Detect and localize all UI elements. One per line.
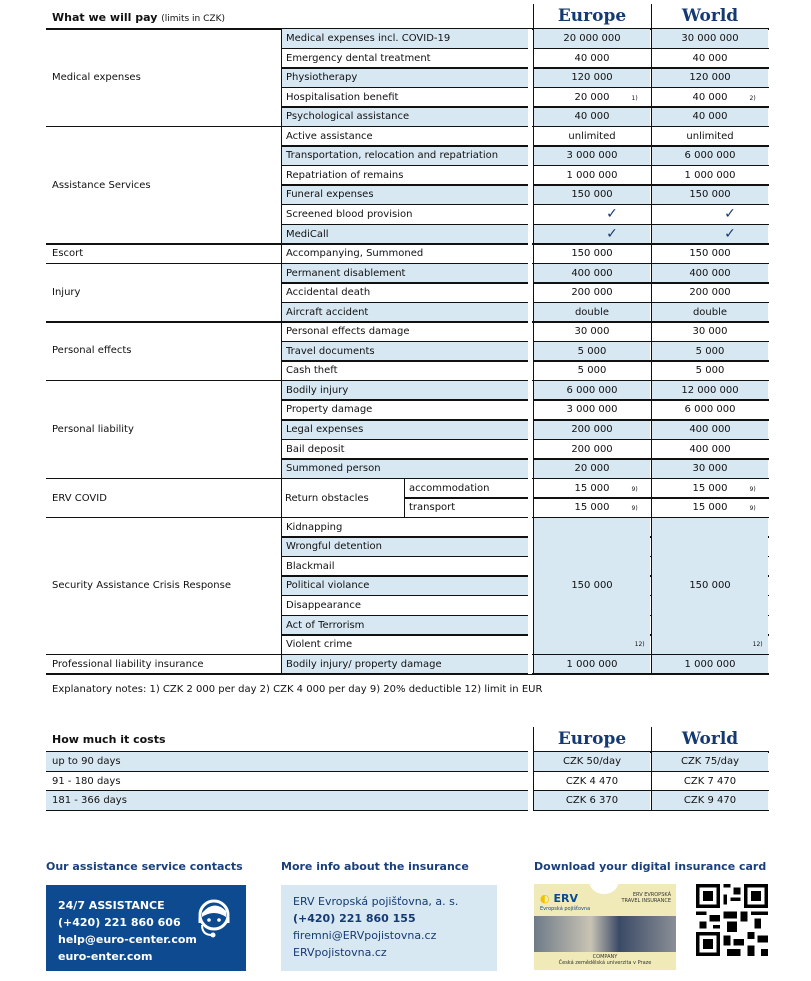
price-world: CZK 7 470 [683,775,737,787]
card-brand-sub: Evropská pojišťovna [540,906,591,912]
item-label: Hospitalisation benefit [286,91,399,103]
qr-code[interactable] [696,884,768,956]
group-label: ERV COVID [52,492,107,504]
card-company: COMPANY Česká zemědělská univerzita v Praze [558,954,652,966]
col-divider [281,29,282,674]
costs-title: How much it costs [52,733,166,746]
period-label: 181 - 366 days [46,791,528,811]
row-divider [46,810,528,811]
value-cell: 3 000 000 [534,146,650,166]
info-email[interactable]: firemni@ERVpojistovna.cz [293,929,437,942]
row-divider [651,106,769,108]
value-cell: 200 000 [571,287,613,299]
col-divider [533,4,534,674]
item-label: Cash theft [286,365,338,377]
item-label: Repatriation of remains [286,169,404,181]
row-divider [533,204,651,206]
check-icon: ✓ [606,205,618,222]
assistance-web[interactable]: euro-enter.com [58,950,153,963]
value-cell: double [534,303,650,323]
price-world: CZK 75/day [652,752,768,772]
value-cell: 120 000 [652,68,768,88]
row-divider [651,224,769,226]
item-label: Funeral expenses [282,185,528,205]
item-label: transport [409,502,456,514]
assistance-email[interactable]: help@euro-center.com [58,933,197,946]
row-divider [533,458,651,460]
col-divider [651,4,652,674]
row-divider [533,497,651,499]
item-label: Bail deposit [286,443,345,455]
item-label: Violent crime [286,639,353,651]
value-cell: 5 000 [534,342,650,362]
row-divider [281,282,528,284]
value-cell: unlimited [568,130,616,142]
card-header: ERV EVROPSKÁ TRAVEL INSURANCE [621,892,671,904]
subgroup-label: Return obstacles [285,492,369,504]
row-divider [651,67,769,69]
period-label: up to 90 days [46,752,528,772]
info-phone[interactable]: (+420) 221 860 155 [293,912,416,925]
row-divider [281,87,528,89]
footnote-ref: 1) [631,94,638,102]
item-label: Property damage [286,404,373,416]
group-label: Personal liability [52,423,134,435]
assistance-title: Our assistance service contacts [46,860,243,873]
value-cell: 30 000 000 [652,29,768,49]
item-label: Legal expenses [282,420,528,440]
value-cell: unlimited [686,130,734,142]
row-divider [533,48,651,50]
value-cell: 1 000 000 [684,169,736,181]
value-cell: 15 000 9) [652,498,768,518]
item-label: Disappearance [286,599,362,611]
value-cell: 400 000 [652,264,768,284]
headset-icon [194,895,234,941]
item-label: Aircraft accident [282,303,528,323]
price-europe: CZK 6 370 [534,791,650,811]
group-label: Professional liability insurance [52,658,204,670]
row-divider [281,165,528,167]
value-cell: 1 000 000 [652,655,768,675]
row-divider [651,419,769,421]
row-divider [281,48,528,50]
row-divider [281,399,528,401]
footnote-ref: 9) [749,505,756,513]
value-cell: 6 000 000 [534,381,650,401]
row-divider [281,536,528,538]
value-cell: 6 000 000 [684,404,736,416]
row-divider [281,67,528,69]
value-cell: 12 000 000 [652,381,768,401]
row-divider [651,458,769,460]
value-cell: 150 000 [689,248,731,260]
row-divider [651,439,769,441]
value-cell: 5 000 [577,365,607,377]
value-cell [534,225,650,245]
col-gap [528,29,532,674]
value-cell: 40 000 2) [652,88,768,108]
footnote-ref: 9) [631,485,638,493]
check-icon: ✓ [606,225,618,242]
value-cell: 400 000 [689,443,731,455]
row-divider [533,282,651,284]
value-cell: 15 000 9) [652,479,768,499]
value-cell: 150 000 [571,248,613,260]
row-divider [651,165,769,167]
value-cell: 15 000 9) [534,479,650,499]
item-label: Screened blood provision [286,208,413,220]
costs-col-europe: Europe [557,729,627,749]
row-divider [533,419,651,421]
value-cell: 3 000 000 [566,404,618,416]
info-web[interactable]: ERVpojistovna.cz [293,946,387,959]
col-europe: Europe [557,6,627,26]
value-cell: 200 000 [689,287,731,299]
assistance-label: 24/7 ASSISTANCE [58,899,165,912]
row-divider [533,145,651,147]
value-cell: 40 000 [692,52,728,64]
item-label: Accompanying, Summoned [286,248,424,260]
row-divider [533,302,651,304]
value-cell: double [652,303,768,323]
group-label: Assistance Services [52,179,151,191]
period-label: 91 - 180 days [52,775,121,787]
item-label: Travel documents [282,342,528,362]
explanatory-notes: Explanatory notes: 1) CZK 2 000 per day 2) CZK 4 000 per day 9) 20% deductible 12) limit in EUR [52,684,543,695]
value-cell: 1 000 000 [534,655,650,675]
row-divider [533,399,651,401]
group-label: Injury [52,286,81,298]
value-cell: 30 000 [574,326,610,338]
row-divider [281,439,528,441]
row-divider [651,48,769,50]
value-cell [652,205,768,225]
value-cell: 40 000 [574,52,610,64]
row-divider [651,302,769,304]
value-cell: 150 000 12) [652,518,768,655]
check-icon: ✓ [724,205,736,222]
value-cell: 150 000 [652,185,768,205]
item-label: Bodily injury [282,381,528,401]
row-divider [533,184,651,186]
item-label: Kidnapping [286,521,343,533]
value-cell: 20 000 [534,459,650,479]
col-world: World [681,6,739,26]
pay-section-title: What we will pay (limits in CZK) [52,11,225,24]
group-label: Escort [52,248,84,260]
row-divider [281,575,528,577]
footnote-ref: 9) [749,485,756,493]
value-cell: 40 000 [534,107,650,127]
value-cell: 400 000 [652,420,768,440]
item-label: Act of Terrorism [282,616,528,636]
value-cell: 150 000 12) [534,518,650,655]
row-divider [281,145,528,147]
row-divider [281,595,528,597]
item-label: Summoned person [282,459,528,479]
col-divider [651,727,652,811]
row-divider [281,184,528,186]
item-label: Blackmail [286,560,335,572]
item-label: Psychological assistance [282,107,528,127]
row-divider [281,615,528,617]
row-divider [533,224,651,226]
row-divider [533,439,651,441]
item-label: accommodation [409,482,490,494]
value-cell: 5 000 [652,342,768,362]
footnote-ref: 12) [634,640,645,648]
row-divider [281,360,528,362]
row-divider [281,458,528,460]
value-cell: 20 000 000 [534,29,650,49]
row-divider [281,419,528,421]
value-cell: 30 000 [692,326,728,338]
assistance-box [46,885,246,971]
item-label: Permanent disablement [282,264,528,284]
costs-col-world: World [681,729,739,749]
value-cell: 6 000 000 [652,146,768,166]
card-title: Download your digital insurance card [534,860,767,873]
row-divider [651,184,769,186]
row-divider [533,341,651,343]
row-divider [281,341,528,343]
item-label: Active assistance [286,130,373,142]
card-photo [534,916,676,952]
item-label: Physiotherapy [282,68,528,88]
row-divider [281,106,528,108]
value-cell: 400 000 [534,264,650,284]
row-divider [281,556,528,558]
row-divider [651,341,769,343]
value-cell: 30 000 [652,459,768,479]
value-cell: 40 000 [652,107,768,127]
item-label: MediCall [282,225,528,245]
value-cell: 5 000 [695,365,725,377]
row-divider [281,204,528,206]
row-divider [651,497,769,499]
item-label: Transportation, relocation and repatriation [282,146,528,166]
item-label: Wrongful detention [282,537,528,557]
footnote-ref: 2) [749,94,756,102]
check-icon: ✓ [724,225,736,242]
value-cell: 15 000 9) [534,498,650,518]
value-cell [652,225,768,245]
row-divider [533,106,651,108]
card-notch [589,880,619,894]
row-divider [281,634,528,636]
price-world: CZK 9 470 [652,791,768,811]
item-label: Personal effects damage [286,326,410,338]
value-cell: 200 000 [571,443,613,455]
row-divider [46,673,769,675]
value-cell: 20 000 1) [534,88,650,108]
price-europe: CZK 50/day [534,752,650,772]
group-label: Personal effects [52,345,132,357]
group-label: Medical expenses [52,72,141,83]
assistance-phone[interactable]: (+420) 221 860 606 [58,916,181,929]
value-cell: 150 000 [534,185,650,205]
row-divider [533,87,651,89]
info-company: ERV Evropská pojišťovna, a. s. [293,895,459,908]
row-divider [651,360,769,362]
footnote-ref: 12) [752,640,763,648]
row-divider [281,224,528,226]
row-divider [651,145,769,147]
value-cell: 120 000 [534,68,650,88]
row-divider [651,282,769,284]
item-label: Political violance [282,576,528,596]
row-divider [533,360,651,362]
item-label: Bodily injury/ property damage [282,655,528,675]
item-label: Medical expenses incl. COVID-19 [282,29,528,49]
row-divider [651,399,769,401]
row-divider [404,497,528,499]
row-divider [651,204,769,206]
erv-logo: ◐ ERV [540,892,578,905]
item-label: Accidental death [286,287,371,299]
value-cell: 1 000 000 [566,169,618,181]
footnote-ref: 9) [631,505,638,513]
row-divider [651,87,769,89]
insurance-card-image[interactable] [534,884,676,970]
group-label: Security Assistance Crisis Response [52,579,231,591]
info-box [281,885,497,971]
value-cell: 200 000 [534,420,650,440]
info-title: More info about the insurance [281,860,469,873]
col-divider [533,727,534,811]
row-divider [533,165,651,167]
item-label: Emergency dental treatment [286,52,431,64]
row-divider [281,302,528,304]
value-cell [534,205,650,225]
price-europe: CZK 4 470 [565,775,619,787]
row-divider [533,67,651,69]
